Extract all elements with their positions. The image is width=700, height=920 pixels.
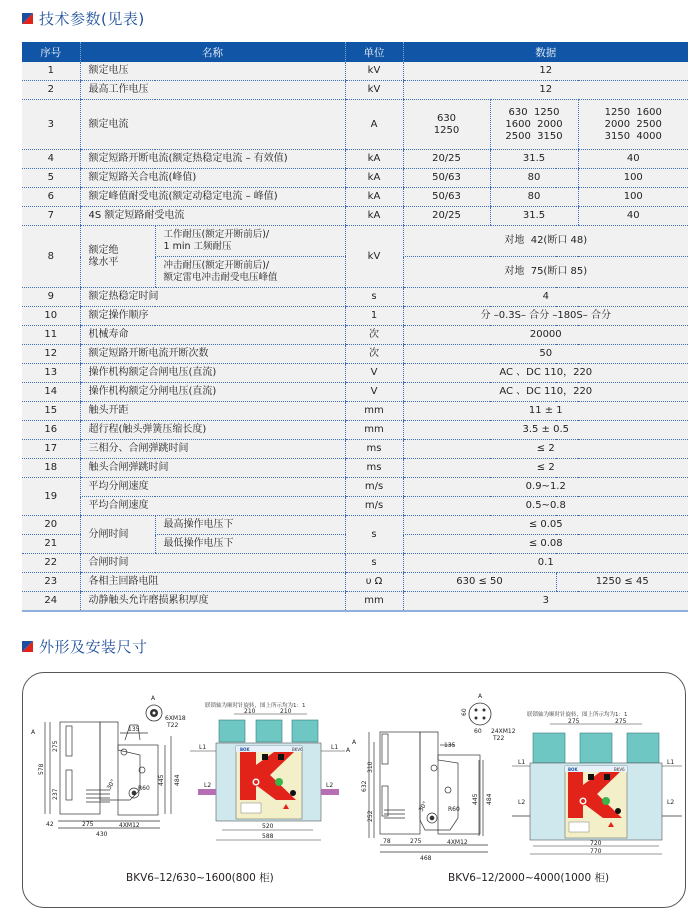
pole-2 — [256, 720, 282, 742]
flange-thread-depth: T22 — [167, 722, 179, 729]
cell-data-col1: 50/63 — [403, 188, 490, 207]
cell-name: 合闸时间 — [80, 554, 345, 573]
dim-pole-pitch-1: 275 — [568, 718, 580, 725]
dim-angle: 30° — [417, 800, 430, 813]
cell-name: 4S 额定短路耐受电流 — [80, 207, 345, 226]
header-name: 名称 — [80, 42, 345, 62]
dim-width-inner: 520 — [262, 823, 274, 830]
cell-no: 13 — [22, 364, 80, 383]
dim-height-upper: 275 — [52, 740, 59, 752]
cell-data: 对地 75(断口 85) — [403, 257, 688, 288]
dim-height-a: 445 — [158, 774, 165, 786]
flange-thread-label: 24XM12 — [491, 728, 516, 735]
dim-radius: R60 — [138, 785, 150, 792]
cell-data: 12 — [403, 81, 688, 100]
dim-pole-pitch-2: 275 — [615, 718, 627, 725]
dim-side-wheel: 275 — [82, 821, 94, 828]
cell-unit: mm — [345, 402, 403, 421]
cell-unit: kA — [345, 150, 403, 169]
cell-unit: s — [345, 288, 403, 307]
cell-unit: kV — [345, 62, 403, 81]
dim-side-offset: 42 — [46, 821, 54, 828]
dim-side-depth: 430 — [96, 831, 108, 838]
dim-l2-right: L2 — [667, 799, 675, 806]
dim-side-top: 135 — [128, 726, 140, 733]
dim-height-a: 445 — [472, 793, 479, 805]
cell-data-col2: 80 — [490, 169, 578, 188]
cell-unit: υ Ω — [345, 573, 403, 592]
cell-data-col2: 1250 ≤ 45 — [556, 573, 688, 592]
contact-arm-left — [198, 789, 216, 795]
cell-data-col2: 630 1250 1600 2000 2500 3150 — [490, 100, 578, 150]
cell-data: ≤ 2 — [403, 459, 688, 478]
cell-data-col2: 31.5 — [490, 150, 578, 169]
cell-unit: m/s — [345, 478, 403, 497]
cell-subname: 平均合闸速度 — [80, 497, 345, 516]
dim-width-outer: 770 — [590, 848, 602, 855]
drawing-note: 联锁轴为顺时针旋转，图上所示均为1：1 — [205, 703, 306, 709]
cell-no: 23 — [22, 573, 80, 592]
cell-unit: V — [345, 383, 403, 402]
dim-height-b: 484 — [174, 774, 181, 786]
dim-l2-left: L2 — [518, 799, 526, 806]
cell-data-col2: 31.5 — [490, 207, 578, 226]
dim-pin: 4XM12 — [119, 822, 140, 829]
cell-name: 额定绝 缘水平 — [80, 226, 155, 288]
cell-no: 10 — [22, 307, 80, 326]
right-front-view — [512, 710, 682, 855]
cell-name: 超行程(触头弹簧压缩长度) — [80, 421, 345, 440]
cell-subname: 冲击耐压(额定开断前后)/ 额定雷电冲击耐受电压峰值 — [155, 257, 345, 288]
cell-no: 22 — [22, 554, 80, 573]
cell-data: ≤ 0.08 — [403, 535, 688, 554]
dim-height-lower: 237 — [52, 788, 59, 800]
dim-height-lower: 252 — [367, 810, 374, 822]
cell-subname: 平均分闸速度 — [80, 478, 345, 497]
right-side-dimensions — [352, 739, 493, 862]
cell-data: 对地 42(断口 48) — [403, 226, 688, 257]
cell-data-col1: 20/25 — [403, 207, 490, 226]
pole-3 — [627, 733, 659, 763]
pole-1 — [533, 733, 565, 763]
cell-no: 18 — [22, 459, 80, 478]
cell-no: 17 — [22, 440, 80, 459]
dim-height-b: 484 — [486, 793, 493, 805]
cell-name: 额定短路开断电流(额定热稳定电流 – 有效值) — [80, 150, 345, 169]
cell-unit: m/s — [345, 497, 403, 516]
view-label-a: A — [352, 739, 357, 746]
cell-no: 8 — [22, 226, 80, 288]
cell-name: 额定热稳定时间 — [80, 288, 345, 307]
svg-text:BOK: BOK — [240, 747, 250, 752]
svg-text:BOK: BOK — [568, 767, 578, 772]
dim-pin: 4XM12 — [447, 839, 468, 846]
cell-name: 额定电压 — [80, 62, 345, 81]
cell-name: 动静触头允许磨损累积厚度 — [80, 592, 345, 612]
contact-arm-right — [321, 789, 339, 795]
cell-data-col3: 40 — [578, 150, 688, 169]
section-title-text: 外形及安装尺寸 — [39, 638, 148, 656]
cell-data-col2: 80 — [490, 188, 578, 207]
cell-data: 0.5~0.8 — [403, 497, 688, 516]
cell-unit: 次 — [345, 345, 403, 364]
cell-data: 0.1 — [403, 554, 688, 573]
cell-unit: s — [345, 516, 403, 554]
cell-no: 16 — [22, 421, 80, 440]
cell-subname: 工作耐压(额定开断前后)/ 1 min 工频耐压 — [155, 226, 345, 257]
cell-name: 三相分、合闸弹跳时间 — [80, 440, 345, 459]
cell-no: 15 — [22, 402, 80, 421]
drawing-note: 联锁轴为顺时针旋转，图上所示均为1：1 — [527, 712, 628, 718]
dim-width-inner: 720 — [590, 840, 602, 847]
cell-name: 最高工作电压 — [80, 81, 345, 100]
cell-name: 额定峰值耐受电流(额定动稳定电流 – 峰值) — [80, 188, 345, 207]
cell-subname: 最高操作电压下 — [155, 516, 345, 535]
dim-height-total: 578 — [38, 763, 45, 775]
header-data: 数据 — [403, 42, 688, 62]
cell-data-col1: 630 1250 — [403, 100, 490, 150]
dim-l1-right: L1 — [331, 744, 339, 751]
cell-name: 额定短路关合电流(峰值) — [80, 169, 345, 188]
cell-data-col1: 50/63 — [403, 169, 490, 188]
cell-no: 3 — [22, 100, 80, 150]
cell-name: 操作机构额定分闸电压(直流) — [80, 383, 345, 402]
caption-right: BKV6–12/2000~4000(1000 柜) — [448, 872, 610, 884]
cell-name: 额定电流 — [80, 100, 345, 150]
cell-name: 触头开距 — [80, 402, 345, 421]
cell-data: AC 、DC 110，220 — [403, 383, 688, 402]
header-no: 序号 — [22, 42, 80, 62]
cell-subname: 最低操作电压下 — [155, 535, 345, 554]
cell-data: 11 ± 1 — [403, 402, 688, 421]
cell-unit: kV — [345, 226, 403, 288]
flange-thread-label: 6XM18 — [165, 715, 186, 722]
left-side-view — [45, 722, 171, 828]
cell-unit: kA — [345, 207, 403, 226]
dim-side-depth: 468 — [420, 855, 432, 862]
cell-data: AC 、DC 110，220 — [403, 364, 688, 383]
flange-dim-a: 60 — [461, 708, 468, 716]
cell-unit: kA — [345, 169, 403, 188]
cell-data: 3 — [403, 592, 688, 612]
cell-unit: 1 — [345, 307, 403, 326]
dim-angle: 30° — [105, 778, 118, 791]
dim-pole-pitch-2: 210 — [280, 708, 292, 715]
cell-data: 12 — [403, 62, 688, 81]
cell-data-col3: 100 — [578, 188, 688, 207]
dim-radius: R60 — [448, 806, 460, 813]
left-front-view — [190, 701, 351, 840]
cell-group: 分闸时间 — [80, 516, 155, 554]
flange-view-label: A — [151, 695, 156, 702]
cell-no: 11 — [22, 326, 80, 345]
dim-height-upper: 310 — [367, 761, 374, 773]
pole-1 — [219, 720, 245, 742]
cell-data: 0.9~1.2 — [403, 478, 688, 497]
right-flange-view — [461, 693, 516, 742]
view-label-a-right: A — [346, 747, 351, 754]
right-side-view — [369, 732, 488, 852]
cell-no: 12 — [22, 345, 80, 364]
dim-l1-left: L1 — [518, 759, 526, 766]
cell-no: 4 — [22, 150, 80, 169]
svg-text:BKV6: BKV6 — [292, 747, 303, 752]
dim-side-top: 135 — [444, 742, 456, 749]
cell-unit: ms — [345, 440, 403, 459]
cell-unit: ms — [345, 459, 403, 478]
cell-unit: 次 — [345, 326, 403, 345]
cell-no: 1 — [22, 62, 80, 81]
cell-unit: s — [345, 554, 403, 573]
flange-view-label: A — [478, 693, 483, 700]
cell-name: 额定操作顺序 — [80, 307, 345, 326]
cell-no: 9 — [22, 288, 80, 307]
pole-3 — [292, 720, 318, 742]
cell-data-col3: 40 — [578, 207, 688, 226]
cell-data: 3.5 ± 0.5 — [403, 421, 688, 440]
dim-l2-left: L2 — [204, 782, 212, 789]
cell-unit: mm — [345, 421, 403, 440]
cell-data-col1: 630 ≤ 50 — [403, 573, 556, 592]
cell-data: 20000 — [403, 326, 688, 345]
cell-no: 20 — [22, 516, 80, 535]
cell-data: ≤ 2 — [403, 440, 688, 459]
cell-no: 6 — [22, 188, 80, 207]
cell-no: 21 — [22, 535, 80, 554]
header-unit: 单位 — [345, 42, 403, 62]
cell-data-col1: 20/25 — [403, 150, 490, 169]
cell-unit: V — [345, 364, 403, 383]
cell-unit: kA — [345, 188, 403, 207]
cell-name: 触头合闸弹跳时间 — [80, 459, 345, 478]
dim-side-offset: 78 — [383, 838, 391, 845]
cell-name: 机械寿命 — [80, 326, 345, 345]
left-flange-view — [146, 695, 186, 729]
svg-text:BKV6: BKV6 — [614, 767, 625, 772]
dim-l1-left: L1 — [199, 744, 207, 751]
cell-unit: A — [345, 100, 403, 150]
dim-pole-pitch-1: 210 — [244, 708, 256, 715]
caption-left: BKV6–12/630~1600(800 柜) — [126, 872, 274, 884]
cell-unit: kV — [345, 81, 403, 100]
cell-data: 50 — [403, 345, 688, 364]
cell-data-col3: 100 — [578, 169, 688, 188]
cell-data: 4 — [403, 288, 688, 307]
cell-no: 19 — [22, 478, 80, 516]
cell-name: 操作机构额定合闸电压(直流) — [80, 364, 345, 383]
view-label-a: A — [31, 729, 36, 736]
dim-side-wheel: 275 — [410, 838, 422, 845]
cell-unit: mm — [345, 592, 403, 612]
dim-height-total: 632 — [361, 780, 368, 792]
dim-l1-right: L1 — [667, 759, 675, 766]
cell-no: 5 — [22, 169, 80, 188]
cell-no: 2 — [22, 81, 80, 100]
cell-no: 7 — [22, 207, 80, 226]
cell-data: ≤ 0.05 — [403, 516, 688, 535]
dim-width-outer: 588 — [262, 833, 274, 840]
section-title-text: 技术参数(见表) — [39, 10, 145, 28]
cell-data-col3: 1250 1600 2000 2500 3150 4000 — [578, 100, 688, 150]
flange-thread-depth: T22 — [493, 735, 505, 742]
cell-no: 14 — [22, 383, 80, 402]
cell-name: 额定短路开断电流开断次数 — [80, 345, 345, 364]
dim-l2-right: L2 — [326, 782, 334, 789]
cell-data: 分 –0.3S– 合分 –180S– 合分 — [403, 307, 688, 326]
pole-2 — [580, 733, 612, 763]
cell-name: 各相主回路电阻 — [80, 573, 345, 592]
flange-dim-b: 60 — [474, 728, 482, 735]
cell-no: 24 — [22, 592, 80, 612]
